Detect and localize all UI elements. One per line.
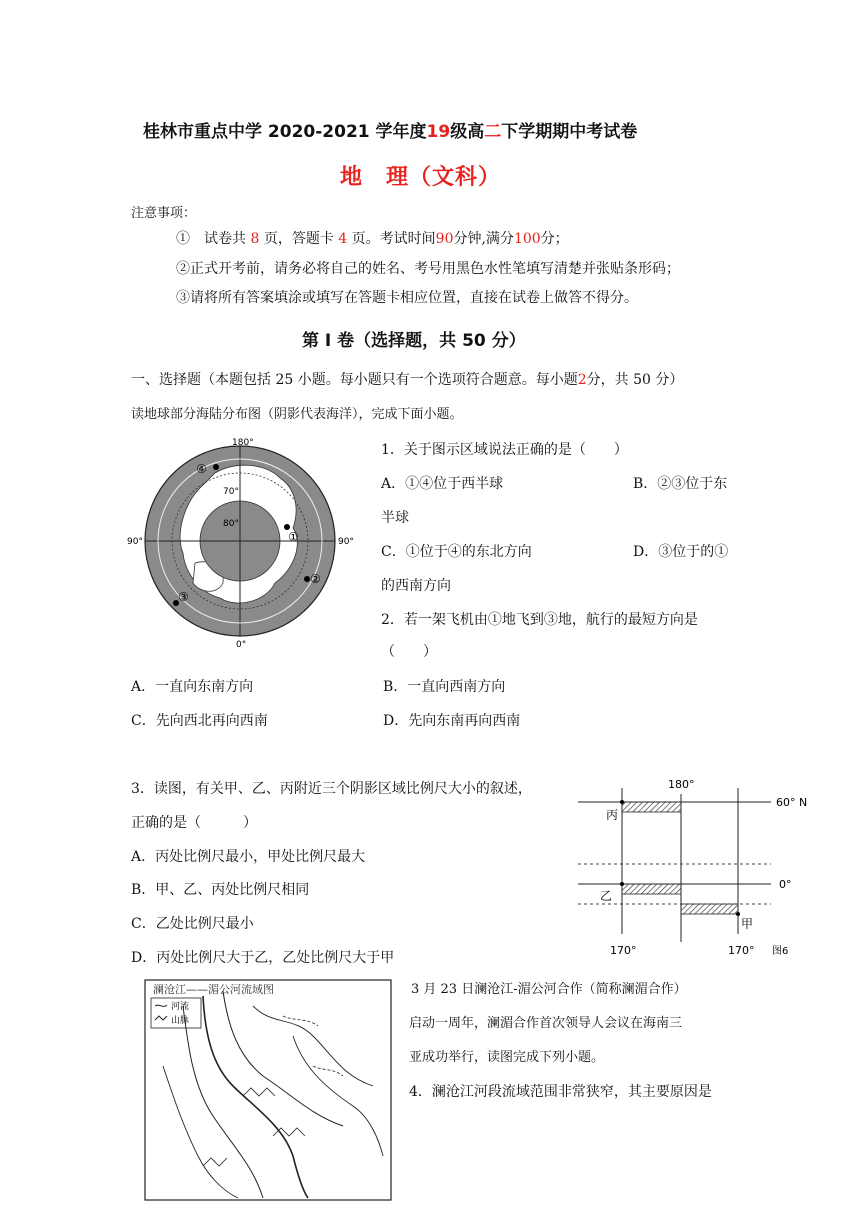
point-1: ① [288,530,299,544]
q2-stem: 2．若一架飞机由①地飞到③地，航行的最短方向是 [381,612,698,628]
fig6-caption: 图6 [772,946,789,957]
map2-title: 澜沧江——湄公河流域图 [153,983,274,996]
q3-option-c: C．乙处比例尺最小 [131,916,254,932]
q2-option-d: D．先向东南再向西南 [383,713,521,729]
subject-title: 地 理（文科） [340,165,502,190]
grade-number: 19 [426,122,451,142]
map-label-90w: 90° [127,537,143,547]
fig6-label-yi: 乙 [600,889,613,903]
map-label-0: 0° [236,640,247,650]
fig6-label-bing: 丙 [606,808,619,822]
notice-line-3: ③请将所有答案填涂或填写在答题卡相应位置，直接在试卷上做答不得分。 [176,290,638,306]
notice-heading: 注意事项： [131,206,197,221]
q1-option-c: C．①位于④的东北方向 [381,544,532,560]
q4-stem: 4．澜沧江河段流域范围非常狭窄，其主要原因是 [409,1084,712,1100]
fig6-bottom-170-left: 170° [610,944,637,957]
mekong-map [143,976,395,1204]
q2-option-c: C．先向西北再向西南 [131,713,268,729]
point-3: ③ [178,590,189,604]
q2-option-a: A．一直向东南方向 [131,679,254,695]
q1-option-d: D．③位于的① [633,544,729,560]
q1-option-a: A．①④位于西半球 [381,476,504,492]
map-label-180: 180° [232,438,254,448]
q1-option-d-cont: 的西南方向 [381,578,451,594]
section-intro: 一、选择题（本题包括 25 小题。每小题只有一个选项符合题意。每小题2分，共 50 分） [131,372,684,388]
fig6-lat-0: 0° [779,878,792,891]
read-prompt-2-line-2: 启动一周年，澜湄合作首次领导人会议在海南三 [409,1016,683,1031]
fig6-lat-60n: 60° N [776,796,808,809]
read-prompt-2-line-1: 3 月 23 日澜沧江-湄公河合作（简称澜湄合作） [411,982,687,997]
grade-level: 二 [484,122,502,142]
map-label-80: 80° [223,519,239,529]
q1-stem: 1．关于图示区域说法正确的是（ ） [381,442,628,458]
fig6-top-label: 180° [668,778,695,791]
legend-river: 河流 [171,1002,190,1012]
read-prompt-2-line-3: 亚成功举行，读图完成下列小题。 [409,1050,605,1065]
q2-paren: （ ） [381,644,437,660]
figure-6 [576,772,826,962]
q3-option-b: B．甲、乙、丙处比例尺相同 [131,882,310,898]
map-label-90e: 90° [338,537,354,547]
q1-option-b-cont: 半球 [381,510,409,526]
point-2: ② [310,572,321,586]
q2-option-b: B．一直向西南方向 [383,679,506,695]
section-title: 第 I 卷（选择题，共 50 分） [302,331,526,351]
exam-title: 桂林市重点中学 2020-2021 学年度19级高二下学期期中考试卷 [143,122,638,142]
read-prompt-1: 读地球部分海陆分布图（阴影代表海洋），完成下面小题。 [131,407,463,422]
point-4: ④ [196,462,207,476]
map-label-70: 70° [223,487,239,497]
notice-line-1: ① 试卷共 8 页，答题卡 4 页。考试时间90分钟,满分100分； [176,231,569,247]
q1-option-b: B．②③位于东 [633,476,728,492]
q3-option-d: D．丙处比例尺大于乙，乙处比例尺大于甲 [131,950,395,966]
legend-mountain: 山脉 [171,1016,190,1026]
q3-stem-2: 正确的是（ ） [131,815,257,831]
q3-stem-1: 3．读图，有关甲、乙、丙附近三个阴影区域比例尺大小的叙述， [131,781,532,797]
polar-map [125,433,365,651]
fig6-bottom-170-right: 170° [728,944,755,957]
notice-line-2: ②正式开考前，请务必将自己的姓名、考号用黑色水性笔填写清楚并张贴条形码； [176,261,680,277]
fig6-label-jia: 甲 [741,917,754,931]
q3-option-a: A．丙处比例尺最小，甲处比例尺最大 [131,849,366,865]
